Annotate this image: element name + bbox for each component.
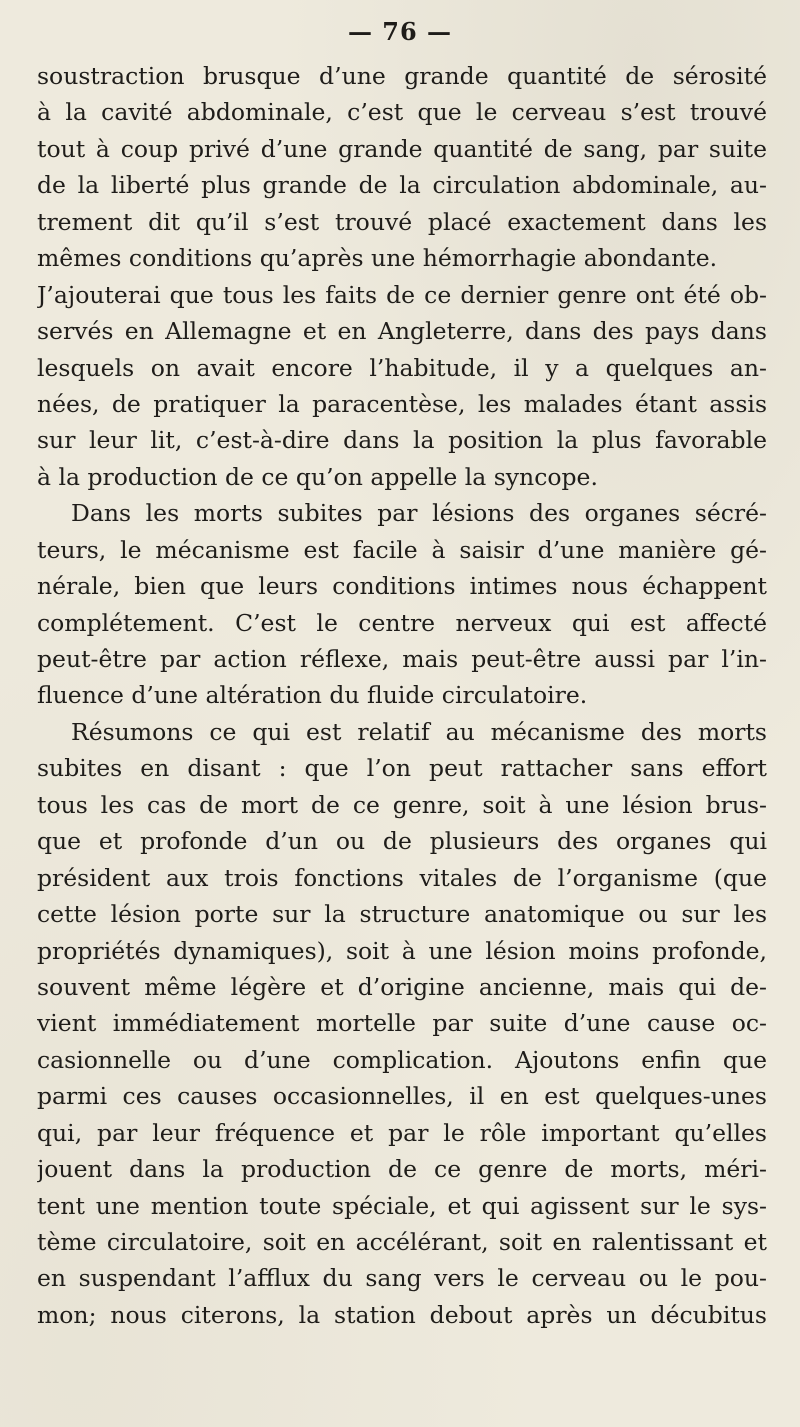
text-line: tent une mention toute spéciale, et qui agissent sur le sys-: [37, 1191, 767, 1220]
text-line: Dans les morts subites par lésions des organes sécré-: [71, 499, 767, 528]
text-line: mon; nous citerons, la station debout après un décubitus: [37, 1300, 767, 1329]
text-line: peut-être par action réflexe, mais peut-être aussi par l’in-: [37, 645, 767, 673]
text-line: que et profonde d’un ou de plusieurs des organes qui: [37, 827, 767, 856]
text-line: cette lésion porte sur la structure anatomique ou sur les: [37, 900, 767, 929]
text-line: complétement. C’est le centre nerveux qui est affecté: [37, 608, 767, 637]
text-line: vient immédiatement mortelle par suite d’une cause oc-: [37, 1009, 767, 1038]
text-line: subites en disant : que l’on peut rattacher sans effort: [37, 754, 767, 783]
text-line: tème circulatoire, soit en accélérant, soit en ralentissant et: [37, 1228, 767, 1256]
text-line: en suspendant l’afflux du sang vers le cerveau ou le pou-: [37, 1264, 767, 1293]
text-line: soustraction brusque d’une grande quantité de sérosité: [37, 62, 767, 90]
text-line: trement dit qu’il s’est trouvé placé exactement dans les: [37, 207, 767, 236]
page-number: — 76 —: [347, 17, 453, 46]
text-line: qui, par leur fréquence et par le rôle important qu’elles: [37, 1118, 767, 1147]
text-line: tout à coup privé d’une grande quantité de sang, par suite: [37, 134, 767, 163]
text-line: nérale, bien que leurs conditions intimes nous échappent: [37, 572, 767, 601]
text-line: de la liberté plus grande de la circulation abdominale, au-: [37, 171, 767, 200]
text-line: servés en Allemagne et en Angleterre, dans des pays dans: [37, 317, 767, 346]
text-line: à la cavité abdominale, c’est que le cerveau s’est trouvé: [37, 98, 767, 127]
text-line: casionnelle ou d’une complication. Ajoutons enfin que: [37, 1045, 767, 1074]
text-line: lesquels on avait encore l’habitude, il y a quelques an-: [37, 353, 767, 382]
text-line: teurs, le mécanisme est facile à saisir d’une manière gé-: [37, 535, 767, 564]
text-line: président aux trois fonctions vitales de l’organisme (que: [37, 863, 767, 892]
text-line: Résumons ce qui est relatif au mécanisme des morts: [71, 717, 767, 746]
text-line: à la production de ce qu’on appelle la syncope.: [37, 462, 598, 491]
text-line: jouent dans la production de ce genre de morts, méri-: [37, 1155, 767, 1184]
text-line: nées, de pratiquer la paracentèse, les malades étant assis: [37, 389, 767, 418]
text-line: mêmes conditions qu’après une hémorrhagie abondante.: [37, 244, 718, 273]
text-line: J’ajouterai que tous les faits de ce dernier genre ont été ob-: [37, 280, 767, 309]
text-line: souvent même légère et d’origine ancienne, mais qui de-: [37, 972, 767, 1001]
body-text: [37, 58, 767, 1333]
text-line: fluence d’une altération du fluide circulatoire.: [37, 681, 588, 710]
text-line: propriétés dynamiques), soit à une lésion moins profonde,: [37, 936, 767, 965]
text-line: parmi ces causes occasionnelles, il en est quelques-unes: [37, 1082, 767, 1111]
text-line: tous les cas de mort de ce genre, soit à une lésion brus-: [37, 790, 767, 819]
text-line: sur leur lit, c’est-à-dire dans la position la plus favorable: [37, 426, 767, 455]
